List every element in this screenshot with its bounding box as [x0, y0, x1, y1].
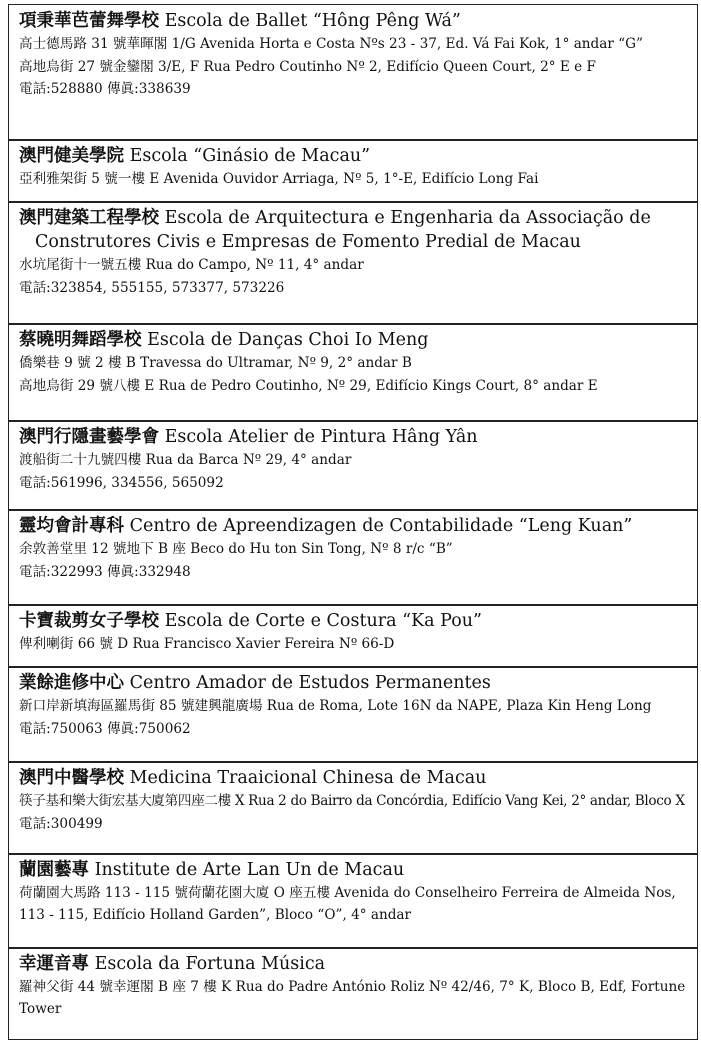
- address-line: 高地烏街 27 號金鑾閣 3/E, F Rua Pedro Coutinho Nº 2, Edifício Queen Court, 2° E e F: [19, 58, 596, 75]
- address-line: 俾利喇街 66 號 D Rua Francisco Xavier Fereira Nº 66-D: [19, 636, 395, 652]
- school-name-pt: Centro de Apreendizagen de Contabilidade “Leng Kuan”: [129, 516, 633, 536]
- school-entry: [8, 666, 698, 763]
- school-directory: [8, 0, 698, 1043]
- school-name-pt: Centro Amador de Estudos Permanentes: [129, 673, 491, 693]
- contact-line: 電話:322993 傳眞:332948: [19, 563, 191, 580]
- address-line: 新口岸新填海區羅馬街 85 號建興龍廣場 Rua de Roma, Lote 16N da NAPE, Plaza Kin Heng Long: [19, 698, 652, 714]
- school-name-pt: Escola de Corte e Costura “Ka Pou”: [164, 611, 482, 631]
- school-entry: [8, 323, 698, 422]
- school-name-zh: 卡寶裁剪女子學校: [19, 611, 159, 631]
- school-entry: [8, 201, 698, 325]
- school-name-pt: Institute de Arte Lan Un de Macau: [94, 860, 405, 880]
- contact-line: 電話:561996, 334556, 565092: [19, 474, 224, 491]
- school-name: [19, 671, 687, 695]
- school-name-zh: 業餘進修中心: [19, 673, 124, 693]
- address-line: 荷蘭園大馬路 113 - 115 號荷蘭花園大廈 O 座五樓 Avenida do Conselheiro Ferreira de Almeida Nos, 113 - 115, Edifício Holland Garden”, Bloco “O”, 4° andar: [19, 885, 676, 923]
- school-entry: [8, 139, 698, 203]
- school-name-pt: Medicina Traaicional Chinesa de Macau: [129, 768, 487, 788]
- school-name-zh: 澳門健美學院: [19, 146, 124, 166]
- school-name-pt: Escola “Ginásio de Macau”: [129, 146, 371, 166]
- contact-line: 電話:323854, 555155, 573377, 573226: [19, 279, 285, 296]
- school-name: [19, 144, 687, 168]
- address-line: 高士德馬路 31 號華暉閣 1/G Avenida Horta e Costa Nºs 23 - 37, Ed. Vá Fai Kok, 1° andar “G”: [19, 36, 643, 52]
- address-line: 水坑尾街十一號五樓 Rua do Campo, Nº 11, 4° andar: [19, 257, 364, 273]
- address-line: 亞利雅架街 5 號一樓 E Avenida Ouvidor Arriaga, Nº 5, 1°-E, Edifício Long Fai: [19, 171, 539, 187]
- school-name-zh: 蔡曉明舞蹈學校: [19, 330, 142, 350]
- contact-line: 電話:528880 傳眞:338639: [19, 81, 191, 97]
- school-name: [19, 609, 687, 633]
- contact-line: 電話:750063 傳眞:750062: [19, 720, 191, 737]
- address-line: 高地烏街 29 號八樓 E Rua de Pedro Coutinho, Nº 29, Edifício Kings Court, 8° andar E: [19, 377, 598, 394]
- school-entry: [8, 853, 698, 949]
- school-name-zh: 蘭園藝專: [19, 860, 89, 880]
- school-name: [19, 952, 687, 976]
- school-name: [19, 206, 687, 254]
- school-name: [19, 514, 687, 538]
- school-name: [19, 766, 687, 790]
- school-name-pt: Escola de Ballet “Hông Pêng Wá”: [164, 11, 461, 31]
- school-entry: [8, 947, 698, 1040]
- address-line: 僑樂巷 9 號 2 樓 B Travessa do Ultramar, Nº 9, 2° andar B: [19, 355, 412, 371]
- school-entry: [8, 4, 698, 141]
- school-name: [19, 858, 687, 882]
- school-entry: [8, 420, 698, 511]
- school-name: [19, 9, 687, 33]
- address-line: 筷子基和樂大街宏基大廈第四座二樓 X Rua 2 do Bairro da Concórdia, Edifício Vang Kei, 2° andar, Bloco X: [19, 793, 685, 809]
- address-line: 余敦善堂里 12 號地下 B 座 Beco do Hu ton Sin Tong, Nº 8 r/c “B”: [19, 541, 453, 557]
- school-name-pt: Escola de Arquitectura e Engenharia da Associação de: [164, 208, 651, 228]
- school-entry: [8, 509, 698, 606]
- school-name: [19, 425, 687, 449]
- school-name-zh: 靈均會計專科: [19, 516, 124, 536]
- school-entry: [8, 604, 698, 668]
- school-name-pt: Escola de Danças Choi Io Meng: [147, 330, 429, 350]
- school-name-zh: 項秉華芭蕾舞學校: [19, 11, 159, 31]
- school-name-zh: 幸運音專: [19, 954, 89, 974]
- school-name-pt-continued: Construtores Civis e Empresas de Fomento Predial de Macau: [35, 232, 581, 252]
- school-name-zh: 澳門中醫學校: [19, 768, 124, 788]
- school-name: [19, 328, 687, 352]
- school-name-pt: Escola Atelier de Pintura Hâng Yân: [164, 427, 478, 447]
- address-line: 羅神父街 44 號幸運閣 B 座 7 樓 K Rua do Padre António Roliz Nº 42/46, 7° K, Bloco B, Edf, Fortune Tower: [19, 979, 686, 1017]
- contact-line: 電話:300499: [19, 815, 103, 832]
- school-entry: [8, 761, 698, 855]
- school-name-zh: 澳門行隱畫藝學會: [19, 427, 159, 447]
- school-name-pt: Escola da Fortuna Música: [94, 954, 326, 974]
- school-name-zh: 澳門建築工程學校: [19, 208, 159, 228]
- address-line: 渡船街二十九號四樓 Rua da Barca Nº 29, 4° andar: [19, 452, 352, 468]
